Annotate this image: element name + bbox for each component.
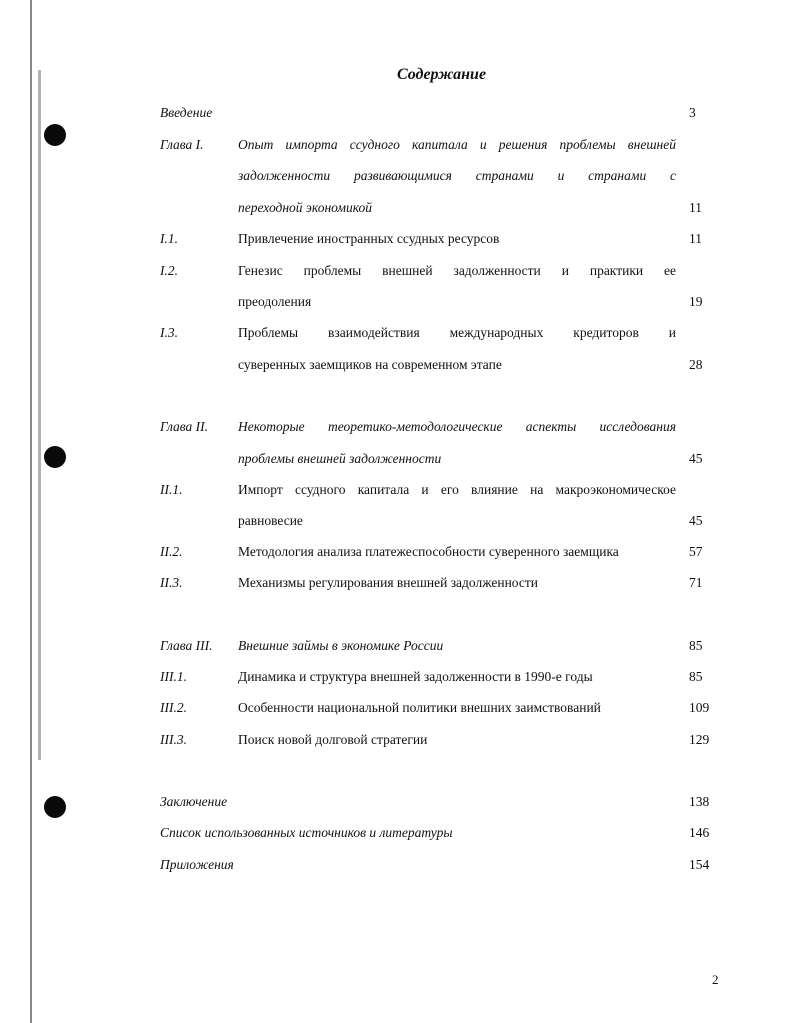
toc-page: 129 — [689, 732, 710, 747]
toc-page: 138 — [689, 794, 710, 809]
toc-text: Механизмы регулирования внешней задолженности — [238, 575, 538, 590]
toc-page: 85 — [689, 638, 703, 653]
toc-number: Глава II. — [160, 419, 209, 434]
toc-text: Генезис проблемы внешней задолженности и практики ее — [238, 263, 676, 278]
toc-text: Проблемы взаимодействия международных кредиторов и — [238, 325, 676, 340]
toc-text: Импорт ссудного капитала и его влияние на макроэкономическое — [238, 482, 676, 497]
toc-text: проблемы внешней задолженности — [238, 451, 442, 466]
toc-number: III.1. — [160, 669, 187, 684]
toc-page: 109 — [689, 700, 710, 715]
toc-number: I.1. — [160, 231, 178, 246]
toc-page: 57 — [689, 544, 703, 559]
toc-text: Привлечение иностранных ссудных ресурсов — [238, 231, 500, 246]
page-title: Содержание — [396, 66, 487, 83]
toc-page: 154 — [689, 857, 710, 872]
toc-number: III.3. — [160, 732, 187, 747]
toc-text: Внешние займы в экономике России — [238, 638, 444, 653]
toc-text: суверенных заемщиков на современном этапе — [238, 357, 502, 372]
toc-label: Список использованных источников и литературы — [160, 825, 453, 840]
toc-page: 71 — [689, 575, 703, 590]
toc-number: I.2. — [160, 263, 178, 278]
toc-page: 11 — [689, 231, 702, 246]
toc-number: Глава III. — [160, 638, 213, 653]
toc-page: 85 — [689, 669, 703, 684]
toc-text: Поиск новой долговой стратегии — [238, 732, 428, 747]
toc-page: 3 — [689, 105, 696, 120]
toc-text: Особенности национальной политики внешних заимствований — [238, 700, 601, 715]
toc-label: Заключение — [160, 794, 228, 809]
toc-page: 11 — [689, 200, 702, 215]
toc-label: Введение — [160, 105, 213, 120]
toc-page: 45 — [689, 451, 703, 466]
toc-number: III.2. — [160, 700, 187, 715]
toc-text: Некоторые теоретико-методологические аспекты исследования — [238, 419, 676, 434]
toc-page: 45 — [689, 513, 703, 528]
toc-text: переходной экономикой — [238, 200, 373, 215]
toc-number: I.3. — [160, 325, 178, 340]
toc-text: равновесие — [238, 513, 303, 528]
toc-page: 28 — [689, 357, 703, 372]
toc-text: задолженности развивающимися странами и странами с — [238, 168, 676, 183]
toc-text: Методология анализа платежеспособности суверенного заемщика — [238, 544, 619, 559]
toc-label: Приложения — [160, 857, 234, 872]
toc-number: II.3. — [160, 575, 183, 590]
toc-text: Динамика и структура внешней задолженности в 1990-е годы — [238, 669, 593, 684]
toc-page: 19 — [689, 294, 703, 309]
toc-number: Глава I. — [160, 137, 204, 152]
page-number: 2 — [712, 972, 719, 987]
toc-number: II.2. — [160, 544, 183, 559]
toc-page: 146 — [689, 825, 710, 840]
toc-number: II.1. — [160, 482, 183, 497]
toc-text: Опыт импорта ссудного капитала и решения проблемы внешней — [238, 137, 676, 152]
toc-text: преодоления — [238, 294, 312, 309]
